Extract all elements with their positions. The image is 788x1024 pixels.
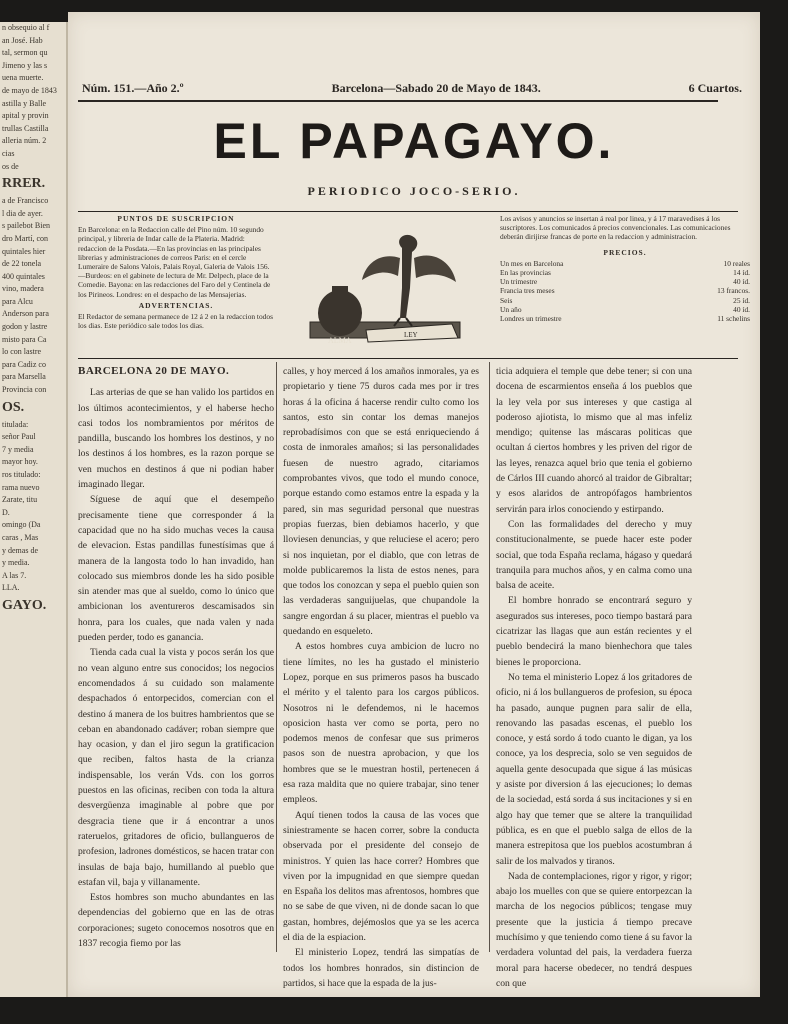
previous-page-line: mayor hoy.: [2, 457, 38, 467]
ads-box: [500, 214, 750, 357]
price-label: Un mes en Barcelona: [500, 258, 564, 268]
column-divider-2: [489, 362, 490, 952]
previous-page-line: señor Paul: [2, 432, 36, 442]
previous-page-line: os de: [2, 161, 19, 171]
previous-page-line: cias: [2, 148, 15, 158]
previous-page-line: omingo (Da: [2, 520, 41, 530]
previous-page-line: misto para Ca: [2, 334, 47, 344]
article-paragraph: No tema el ministerio Lopez á los gritadores de oficio, ni á los bullangueros de profesion, su época ha pasado, aunque pugnen para salir de ella, renovando las pasadas escenas, el pueblo los conoce, y está sordo á todo cuanto le digan, ya los conoce, ya los desprecia, solo se ven seguidos de aquella gente desocupada que sigue á las músicas y asiste por diversion á las ejecuciones; lo demas de la sociedad, está sorda á sus incitaciones y si en algo hay que temer que se altere la tranquilidad pública, es en que el pueblo salga de ellos de la manera estrepitosa que los pueblos acostumbran á salir de los malvados y tiranos.: [496, 671, 692, 867]
price-value: 10 reales: [723, 258, 750, 268]
article-paragraph: calles, y hoy merced á los amaños inmorales, ya es propietario y tiene 75 duros cada mes por ir tres horas á la oficina á hacerse rendir culto como los santos, esto sin contar los demas manejos reprobadísimos con que se está enriqueciendo á costa de inmorales amaños; si las personalidades fuesen de nuestro agrado, citariamos comprobantes vivos, que todo el mundo conoce, porque estando como estamos entre la espada y la pared, sin mas seguridad personal que nuestras propias fuerzas, bien debiamos hacerlo, y que lloviesen denuncias, y que reluciese el acero; pero si nos inquietan, por el diablo, que con letras de molde publicaremos la lista de estos nenes, para que todos los conozcan y sepa el pueblo quien son las verdaderas sanguijuelas, que chupandole la sangre engordan á su placer, mientras el pueblo va quedando en esqueleto.: [283, 366, 479, 638]
article-paragraph: A estos hombres cuya ambicion de lucro no tiene límites, no les ha gustado el ministerio Lopez, porque en sus primeros pasos ha buscado el mérito y el talento para los cargos públicos. Nosotros ni le defendemos, ni le hacemos oposicion hasta ver como se porta, pero no podemos menos de confesar que sus primeros pasos son de nuestra aprobacion, y que los hombres que se le muestran hostil, pertenecen á esa raza maldita que no quiere trabajar, sino tener empleos.: [283, 641, 479, 806]
previous-page-line: A las 7.: [2, 570, 27, 580]
subscription-text: En Barcelona: en la Redaccion calle del Pino núm. 10 segundo principal, y libreria de Indar calle de la Plateria. Madrid: redaccion de la Posdata.—En las provincias en las principales librerias y administraciones de correos Paris: en el cercle Lumeraire de Salons Valois, Palais Royal, Galeria de Valois 156.—Burdeos: en el gabinete de lectura de Mr. Delpech, place de la Comedie. Bayona: en las redacciones del Faro del y Centinela de los Pirineos. Londres: en el despacho de las Mensajerias.: [78, 225, 271, 299]
previous-page-line: D.: [2, 507, 10, 517]
previous-page-line: an José. Hab: [2, 35, 43, 45]
subscription-box: [78, 214, 274, 357]
previous-page-line: 400 quintales: [2, 271, 45, 281]
previous-page-line: n obsequio al f: [2, 23, 50, 32]
newspaper-page: [68, 12, 760, 997]
article-paragraph: El ministerio Lopez, tendrá las simpatías de todos los hombres honrados, sin distincion de partidos, si hace que la espada de la jus-: [283, 947, 479, 989]
price-row: [500, 314, 750, 323]
previous-page-line: dro Martí, con: [2, 233, 48, 243]
previous-page-line: s pailebot Bien: [2, 221, 50, 231]
previous-page-line: y media.: [2, 558, 30, 568]
price-label: En las provincias: [500, 268, 551, 278]
previous-page-line: Jimeno y las s: [2, 60, 48, 70]
previous-page-line: caras , Mas: [2, 532, 39, 542]
previous-page-line: lo con lastre: [2, 347, 42, 357]
previous-page-line: Provincia con: [2, 385, 47, 395]
article-paragraph: Tienda cada cual la vista y pocos serán los que no vean alguno entre sus conocidos; los negocios encomendados á su cuidado son malamente despachados ó entorpecidos, comercian con el destino á manera de los buitres hambrientos que se ceban en abandonado cadáver; roban siempre que hay ocasion, y dan el jiro segun la gratificacion que reciben, faltos hasta de la crianza indispensable, los verán Vds. con los gorros puestos en las oficinas, reciben con toda la altura desvergüenza imaginable al pobre que por desgracia tiene que ir á encontrar a unos rateruelos, gritadores de oficio, bullangueros de profesion, ladrones domésticos, se hacen tratar con insulas de baja bajo, humillando al pueblo que estafan vil, baja y villanamente.: [78, 647, 274, 888]
previous-page-line: Zarate, titu: [2, 495, 38, 505]
rule-top: [78, 100, 718, 102]
previous-page-line: trullas Castilla: [2, 123, 49, 133]
subscription-heading: PUNTOS DE SUSCRIPCION: [117, 214, 235, 223]
previous-page-line: para Cadiz co: [2, 359, 46, 369]
article-paragraph: ticia adquiera el temple que debe tener; si con una docena de escarmientos enseña á los pueblos que la ley vela por sus intereses y que castiga al poderoso ajiotista, lo mismo que al mas infeliz mendigo; quitense las máscaras politicas que ocultan á ciertos hombres y les priven del rigor de las leyes, renazca aquel brio que tenia el gobierno de Cárlos III cuando ahorcó al traidor de Gibraltar; y esos alaridos de antropófagos hambrientos servirán para irlos conociendo y estirpando.: [496, 366, 692, 515]
price-label: Londres un trimestre: [500, 314, 562, 324]
article-column-1: [78, 364, 274, 951]
issue-date: Barcelona—Sabado 20 de Mayo de 1843.: [331, 81, 541, 95]
previous-page-line: Anderson para: [2, 309, 49, 319]
previous-page-line: astilla y Balle: [2, 98, 46, 108]
parrot-vignette: [282, 218, 492, 351]
article-paragraph: El hombre honrado se encontrará seguro y asegurados sus intereses, poco tiempo bastará para cicatrizar las llagas que aun están recientes y el pueblo bendecirá la mano bienhechora que tales bienes le proporciona.: [496, 595, 692, 668]
newspaper-subtitle: PERIODICO JOCO-SERIO.: [307, 184, 521, 198]
article-heading: BARCELONA 20 DE MAYO.: [78, 365, 230, 377]
previous-page-line: y demas de: [2, 545, 38, 555]
notice-heading: ADVERTENCIAS.: [138, 300, 214, 310]
price-row: [500, 305, 750, 314]
rule-above-article: [78, 358, 738, 359]
newspaper-title: EL PAPAGAYO.: [213, 113, 615, 169]
bag-label: ALMA: [328, 336, 352, 345]
previous-page-line: apital y provin: [2, 111, 49, 121]
price-row: [500, 296, 750, 305]
article-column-2: [283, 364, 479, 991]
price-row: [500, 268, 750, 277]
price-value: 25 íd.: [733, 295, 750, 305]
price-value: 40 íd.: [733, 304, 750, 314]
article-paragraph: Las arterias de que se han valido los partidos en los últimos acontecimientos, y el haberse hecho casi todos los nombramientos por méritos de pandilla, buscando los hombres los destinos, y no los destinos á los hombres, es la razon porque se ven muchos en destinos á que ni podian haber imaginado llegar.: [78, 387, 274, 491]
previous-page-line: ros titulado:: [2, 470, 41, 479]
column-divider-1: [276, 362, 277, 952]
previous-page-line: OS.: [2, 399, 25, 415]
previous-page-line: godon y lastre: [2, 322, 48, 332]
article-paragraph: Nada de contemplaciones, rigor y rigor, y rigor; abajo los muelles con que se quiere entorpezcan la marcha de los negocios públicos; tengase muy presente que la justicia á tiempo precave muchísimo y que teniendo como tiene á su favor la verdadera voluntad del pais, la verdadera fuerza moral para hacerse obedecer, no tendrá despues con que: [496, 870, 692, 989]
previous-page-line: alleria núm. 2: [2, 136, 47, 146]
rule-under-title: [78, 211, 738, 212]
price-value: 11 schelins: [717, 314, 750, 324]
previous-page-line: de mayo de 1843: [2, 85, 57, 95]
article-paragraph: Con las formalidades del derecho y muy constitucionalmente, se puede hacer este poder social, que toda España reclama, hágaso y quedará tranquila para muchos años, y en calma como una balsa de aceite.: [496, 518, 692, 592]
article-paragraph: Estos hombres son mucho abundantes en las dependencias del gobierno que en las de otras corporaciones; sugeto conocemos nosotros que en 1837 recogia fiemo por las: [78, 892, 274, 949]
issue-number: Núm. 151.—Año 2.º: [82, 81, 184, 95]
previous-page-line: LLA.: [2, 583, 20, 593]
price-value: 14 íd.: [733, 268, 750, 278]
price-label: Seis: [500, 295, 513, 305]
parrot-icon: [362, 235, 456, 326]
previous-page-line: para Alcu: [2, 296, 33, 306]
masthead-info: [82, 81, 742, 96]
price-row: [500, 286, 750, 295]
article-paragraph: Síguese de aquí que el desempeño precisamente tiene que corresponder á la capacidad que no ha sido muchas veces la causa de elevacion. Estas pandillas funestísimas que á manera de la langosta todo lo han invadido, han colocado sus miembros donde les ha sido posible sin atender mas que al sueldo, como lo único que ambicionan los aventureros descamisados sin honra, para los cuales, que nada valen y nada pueden perder, todo es ganancia.: [78, 494, 274, 644]
ads-notice: Los avisos y anuncios se insertan á real por linea, y á 17 maravedises á los suscriptores. Los comunicados á precios convencionales. Las comunicaciones deberán dirijirse francas de porte en la redaccion y administracion.: [500, 214, 731, 242]
previous-page-line: para Marsella: [2, 372, 46, 382]
previous-page-line: quintales hier: [2, 246, 46, 256]
prices-table: [500, 259, 750, 323]
price-value: 40 íd.: [733, 277, 750, 287]
previous-page-line: a de Francisco: [2, 196, 49, 206]
previous-page-text: [0, 22, 66, 617]
price-row: [500, 277, 750, 286]
previous-page-line: 7 y media: [2, 444, 34, 454]
prices-heading: PRECIOS.: [603, 247, 647, 257]
price-label: Francia tres meses: [500, 286, 555, 296]
previous-page-line: GAYO.: [2, 597, 47, 613]
book-label: LEY: [404, 331, 418, 339]
previous-page-line: de 22 tonela: [2, 259, 42, 269]
notice-text: El Redactor de semana permanece de 12 á 2 en la redaccion todos los dias. Este periódico sale todos los dias.: [78, 312, 273, 331]
previous-page-line: vino, madera: [2, 284, 44, 294]
price-label: Un año: [500, 304, 522, 314]
issue-price: 6 Cuartos.: [688, 81, 742, 95]
article-paragraph: Aquí tienen todos la causa de las voces que siniestramente se hacen correr, sobre la conducta observada por el presidente del consejo de ministros. Y quien las hace correr? Hombres que viven por la impugnidad en que siempre quedan en España los delitos mas afrentosos, hombres que no se sabe de que viven, ni de donde sacan lo que gastan, hombres, dejémoslos que ya se les acerca el dia de la espiacion.: [283, 809, 479, 943]
article-column-3: [496, 364, 692, 991]
previous-page-line: uena muerte.: [2, 73, 44, 83]
previous-page-line: RRER.: [2, 176, 46, 192]
price-value: 13 francos.: [717, 286, 750, 296]
previous-page-line: l dia de ayer.: [2, 208, 43, 218]
previous-page-line: tal, sermon qu: [2, 48, 48, 58]
price-label: Un trimestre: [500, 277, 538, 287]
price-row: [500, 259, 750, 268]
previous-page-edge: [0, 22, 68, 997]
previous-page-line: titulada:: [2, 419, 29, 429]
previous-page-line: rama nuevo: [2, 482, 40, 492]
